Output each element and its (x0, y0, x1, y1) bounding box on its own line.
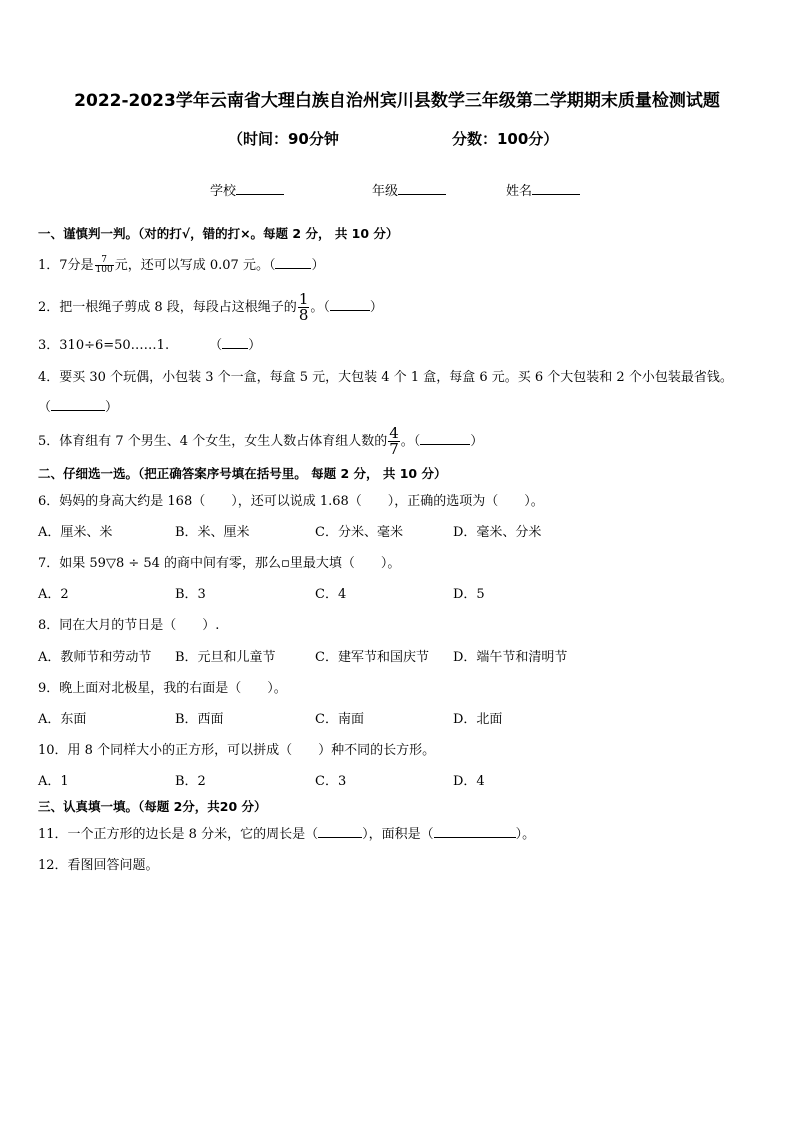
question-2-answer-blank[interactable] (330, 298, 370, 311)
question-11-close: ）。 (515, 827, 536, 842)
question-5-close: ） (470, 434, 484, 449)
question-11-text-mid: ），面积是（ (362, 827, 434, 842)
section-2-heading: 二、仔细选一选。（把正确答案序号填在括号里。 每题 2 分， 共 10 分） (38, 466, 447, 481)
question-5-text-post: 。（ (400, 434, 421, 449)
name-label: 姓名 (506, 184, 533, 199)
name-field (506, 180, 580, 199)
question-4-answer (38, 396, 118, 415)
q8-option-d[interactable]: D．端午节和清明节 (453, 650, 568, 665)
question-9: 9．晚上面对北极星，我的右面是（ ）。 (38, 681, 287, 696)
question-3 (38, 334, 261, 353)
fraction-denominator: 100 (95, 265, 113, 275)
question-3-close: ） (248, 338, 262, 353)
question-4: 4．要买 30 个玩偶，小包装 3 个一盒，每盒 5 元，大包装 4 个 1 盒，每盒 6 元。买 6 个大包装和 2 个小包装最省钱。 (38, 370, 733, 385)
question-3-answer-blank[interactable] (222, 336, 248, 349)
question-1 (38, 254, 324, 275)
question-11 (38, 823, 535, 842)
q8-option-a[interactable]: A．教师节和劳动节 (38, 650, 152, 665)
exam-time: （时间：90分钟 (228, 130, 339, 148)
name-blank[interactable] (532, 182, 580, 195)
q8-option-c[interactable]: C．建军节和国庆节 (315, 650, 429, 665)
fraction-1-8 (298, 292, 310, 323)
grade-blank[interactable] (398, 182, 446, 195)
q7-option-b[interactable]: B．3 (175, 587, 206, 602)
q9-option-c[interactable]: C．南面 (315, 712, 364, 727)
grade-label: 年级 (372, 184, 399, 199)
question-1-close: ） (311, 258, 325, 273)
question-8: 8．同在大月的节日是（ ）. (38, 618, 220, 633)
school-blank[interactable] (236, 182, 284, 195)
question-7: 7．如果 59▽8 ÷ 54 的商中间有零，那么▫里最大填（ ）。 (38, 556, 401, 571)
q7-option-d[interactable]: D．5 (453, 587, 485, 602)
question-12: 12．看图回答问题。 (38, 858, 159, 873)
exam-score: 分数：100分） (452, 130, 559, 148)
school-label: 学校 (210, 184, 237, 199)
q9-option-d[interactable]: D．北面 (453, 712, 503, 727)
q9-option-b[interactable]: B．西面 (175, 712, 224, 727)
q6-option-c[interactable]: C．分米、毫米 (315, 525, 403, 540)
q6-option-a[interactable]: A．厘米、米 (38, 525, 113, 540)
question-1-text-pre: 1．7分是 (38, 258, 94, 273)
fraction-numerator: 4 (389, 424, 399, 442)
question-4-open: （ (38, 400, 52, 415)
q7-option-c[interactable]: C．4 (315, 587, 347, 602)
fraction-7-100 (95, 256, 114, 275)
exam-title: 2022-2023学年云南省大理白族自治州宾川县数学三年级第二学期期末质量检测试题 (74, 91, 720, 111)
question-2-close: ） (369, 300, 383, 315)
fraction-denominator: 8 (298, 306, 309, 324)
q8-option-b[interactable]: B．元旦和儿童节 (175, 650, 276, 665)
question-6: 6．妈妈的身高大约是 168（ ），还可以说成 1.68（ ），正确的选项为（ ）。 (38, 494, 544, 509)
school-field (210, 180, 284, 199)
perimeter-answer-blank[interactable] (318, 825, 362, 838)
question-3-open: （ (209, 338, 223, 353)
q7-option-a[interactable]: A．2 (38, 587, 69, 602)
q10-option-c[interactable]: C．3 (315, 774, 347, 789)
question-2-text-pre: 2．把一根绳子剪成 8 段，每段占这根绳子的 (38, 300, 297, 315)
section-1-heading: 一、谨慎判一判。（对的打√，错的打×。每题 2 分， 共 10 分） (38, 226, 399, 241)
question-1-answer-blank[interactable] (275, 256, 311, 269)
question-1-text-post: 元，还可以写成 0.07 元。（ (114, 258, 276, 273)
q10-option-b[interactable]: B．2 (175, 774, 206, 789)
question-11-text-pre: 11．一个正方形的边长是 8 分米，它的周长是（ (38, 827, 319, 842)
question-2 (38, 292, 383, 323)
question-10: 10．用 8 个同样大小的正方形，可以拼成（ ）种不同的长方形。 (38, 743, 436, 758)
question-4-close: ） (105, 400, 119, 415)
grade-field (372, 180, 446, 199)
question-5-answer-blank[interactable] (420, 432, 470, 445)
fraction-numerator: 1 (298, 290, 309, 308)
q6-option-b[interactable]: B．米、厘米 (175, 525, 250, 540)
question-5-text-pre: 5．体育组有 7 个男生、4 个女生，女生人数占体育组人数的 (38, 434, 388, 449)
question-5 (38, 426, 483, 457)
question-3-text: 3．310÷6=50……1. (38, 338, 170, 353)
section-3-heading: 三、认真填一填。（每题 2分，共20 分） (38, 799, 267, 814)
area-answer-blank[interactable] (434, 825, 516, 838)
fraction-denominator: 7 (389, 440, 399, 458)
question-4-answer-blank[interactable] (51, 398, 105, 411)
q10-option-d[interactable]: D．4 (453, 774, 485, 789)
fraction-numerator: 7 (101, 255, 107, 265)
question-2-text-post: 。（ (310, 300, 330, 315)
q6-option-d[interactable]: D．毫米、分米 (453, 525, 542, 540)
q9-option-a[interactable]: A．东面 (38, 712, 87, 727)
fraction-4-7 (388, 426, 400, 457)
q10-option-a[interactable]: A．1 (38, 774, 69, 789)
